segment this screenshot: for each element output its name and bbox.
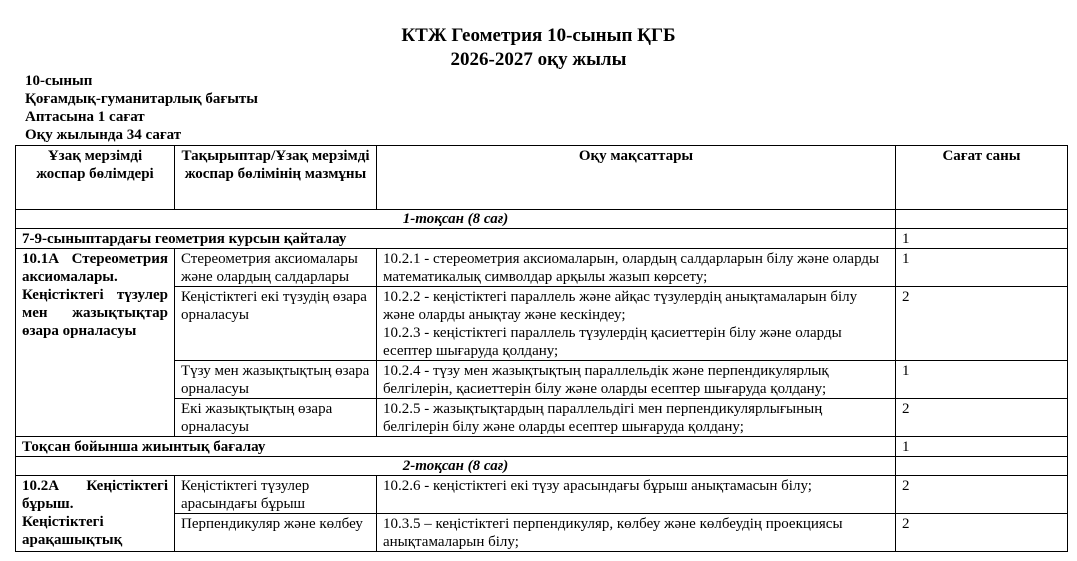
quarter-row-2 bbox=[16, 457, 1068, 476]
topic-cell: Перпендикуляр және көлбеу bbox=[175, 514, 377, 552]
goals-cell bbox=[377, 399, 896, 437]
goals-cell bbox=[377, 361, 896, 399]
goal-text: 10.2.1 - стереометрия аксиомаларын, олардың салдарларын білу және оларды математикалық символдар арқылы жазып көрсету; bbox=[383, 251, 880, 285]
section-1-subtitle: Кеңістіктегі түзулер мен жазықтықтар өзара орналасуы bbox=[22, 287, 168, 339]
quarter-1-label: 1-тоқсан (8 сағ) bbox=[16, 210, 896, 229]
goal-text: 10.2.2 - кеңістіктегі параллель және айқас түзулердің анықтамаларын білу және оларды анықтау және кескіндеу; bbox=[383, 289, 858, 323]
review-label: 7-9-сыныптардағы геометрия курсын қайталау bbox=[16, 229, 896, 249]
topic-cell: Түзу мен жазықтықтың өзара орналасуы bbox=[175, 361, 377, 399]
col-header-goals: Оқу мақсаттары bbox=[377, 146, 896, 210]
meta-direction: Қоғамдық-гуманитарлық бағыты bbox=[25, 91, 258, 107]
goals-cell bbox=[377, 514, 896, 552]
section-1-title: 10.1А Стереометрия аксиомалары. bbox=[22, 251, 168, 285]
review-row bbox=[16, 229, 1068, 249]
goal-text: 10.2.5 - жазықтықтардың параллельдігі мен перпендикулярлығының белгілерін білу және оларды есептер шығаруда қолдану; bbox=[383, 401, 823, 435]
quarter-row-1 bbox=[16, 210, 1068, 229]
col-header-topics: Тақырыптар/Ұзақ мерзімді жоспар бөлімінің мазмұны bbox=[175, 146, 377, 210]
goal-text: 10.2.6 - кеңістіктегі екі түзу арасындағы бұрыш анықтамасын білу; bbox=[383, 478, 812, 494]
hours-cell: 2 bbox=[896, 399, 1068, 437]
meta-weekly-hours: Аптасына 1 сағат bbox=[25, 109, 145, 125]
goals-cell bbox=[377, 476, 896, 514]
course-meta bbox=[25, 72, 258, 144]
summary-hours: 1 bbox=[896, 437, 1068, 457]
goals-cell bbox=[377, 287, 896, 361]
plan-table bbox=[15, 145, 1068, 552]
hours-cell: 1 bbox=[896, 361, 1068, 399]
hours-cell: 1 bbox=[896, 249, 1068, 287]
table-row bbox=[16, 249, 1068, 287]
section-2-cell bbox=[16, 476, 175, 552]
section-2-title: 10.2А Кеңістіктегі бұрыш. bbox=[22, 478, 168, 512]
section-2-subtitle: Кеңістіктегі арақашықтық bbox=[22, 514, 123, 548]
table-header-row bbox=[16, 146, 1068, 210]
hours-cell: 2 bbox=[896, 476, 1068, 514]
col-header-sections: Ұзақ мерзімді жоспар бөлімдері bbox=[16, 146, 175, 210]
goal-text: 10.3.5 – кеңістіктегі перпендикуляр, көлбеу және көлбеудің проекциясы анықтамаларын білу; bbox=[383, 516, 843, 550]
table-row bbox=[16, 476, 1068, 514]
topic-cell: Стереометрия аксиомалары және олардың салдарлары bbox=[175, 249, 377, 287]
summary-row bbox=[16, 437, 1068, 457]
goal-text: 10.2.3 - кеңістіктегі параллель түзулердің қасиеттерін білу және оларды есептер шығаруда қолдану; bbox=[383, 325, 842, 359]
hours-cell: 2 bbox=[896, 287, 1068, 361]
meta-grade: 10-сынып bbox=[25, 73, 93, 89]
summary-label: Тоқсан бойынша жиынтық бағалау bbox=[16, 437, 896, 457]
title-line-2: 2026-2027 оқу жылы bbox=[450, 49, 627, 70]
goal-text: 10.2.4 - түзу мен жазықтықтың параллельдік және перпендикулярлық белгілерін, қасиеттерін білу және оларды есептер шығаруда қолдану; bbox=[383, 363, 829, 397]
topic-cell: Кеңістіктегі түзулер арасындағы бұрыш bbox=[175, 476, 377, 514]
document-title bbox=[0, 24, 1077, 72]
col-header-hours: Сағат саны bbox=[896, 146, 1068, 210]
hours-cell: 2 bbox=[896, 514, 1068, 552]
goals-cell bbox=[377, 249, 896, 287]
section-1-cell bbox=[16, 249, 175, 437]
title-line-1: КТЖ Геометрия 10-сынып ҚГБ bbox=[401, 25, 676, 46]
meta-yearly-hours: Оқу жылында 34 сағат bbox=[25, 127, 182, 143]
topic-cell: Екі жазықтықтың өзара орналасуы bbox=[175, 399, 377, 437]
topic-cell: Кеңістіктегі екі түзудің өзара орналасуы bbox=[175, 287, 377, 361]
quarter-2-label: 2-тоқсан (8 сағ) bbox=[16, 457, 896, 476]
review-hours: 1 bbox=[896, 229, 1068, 249]
